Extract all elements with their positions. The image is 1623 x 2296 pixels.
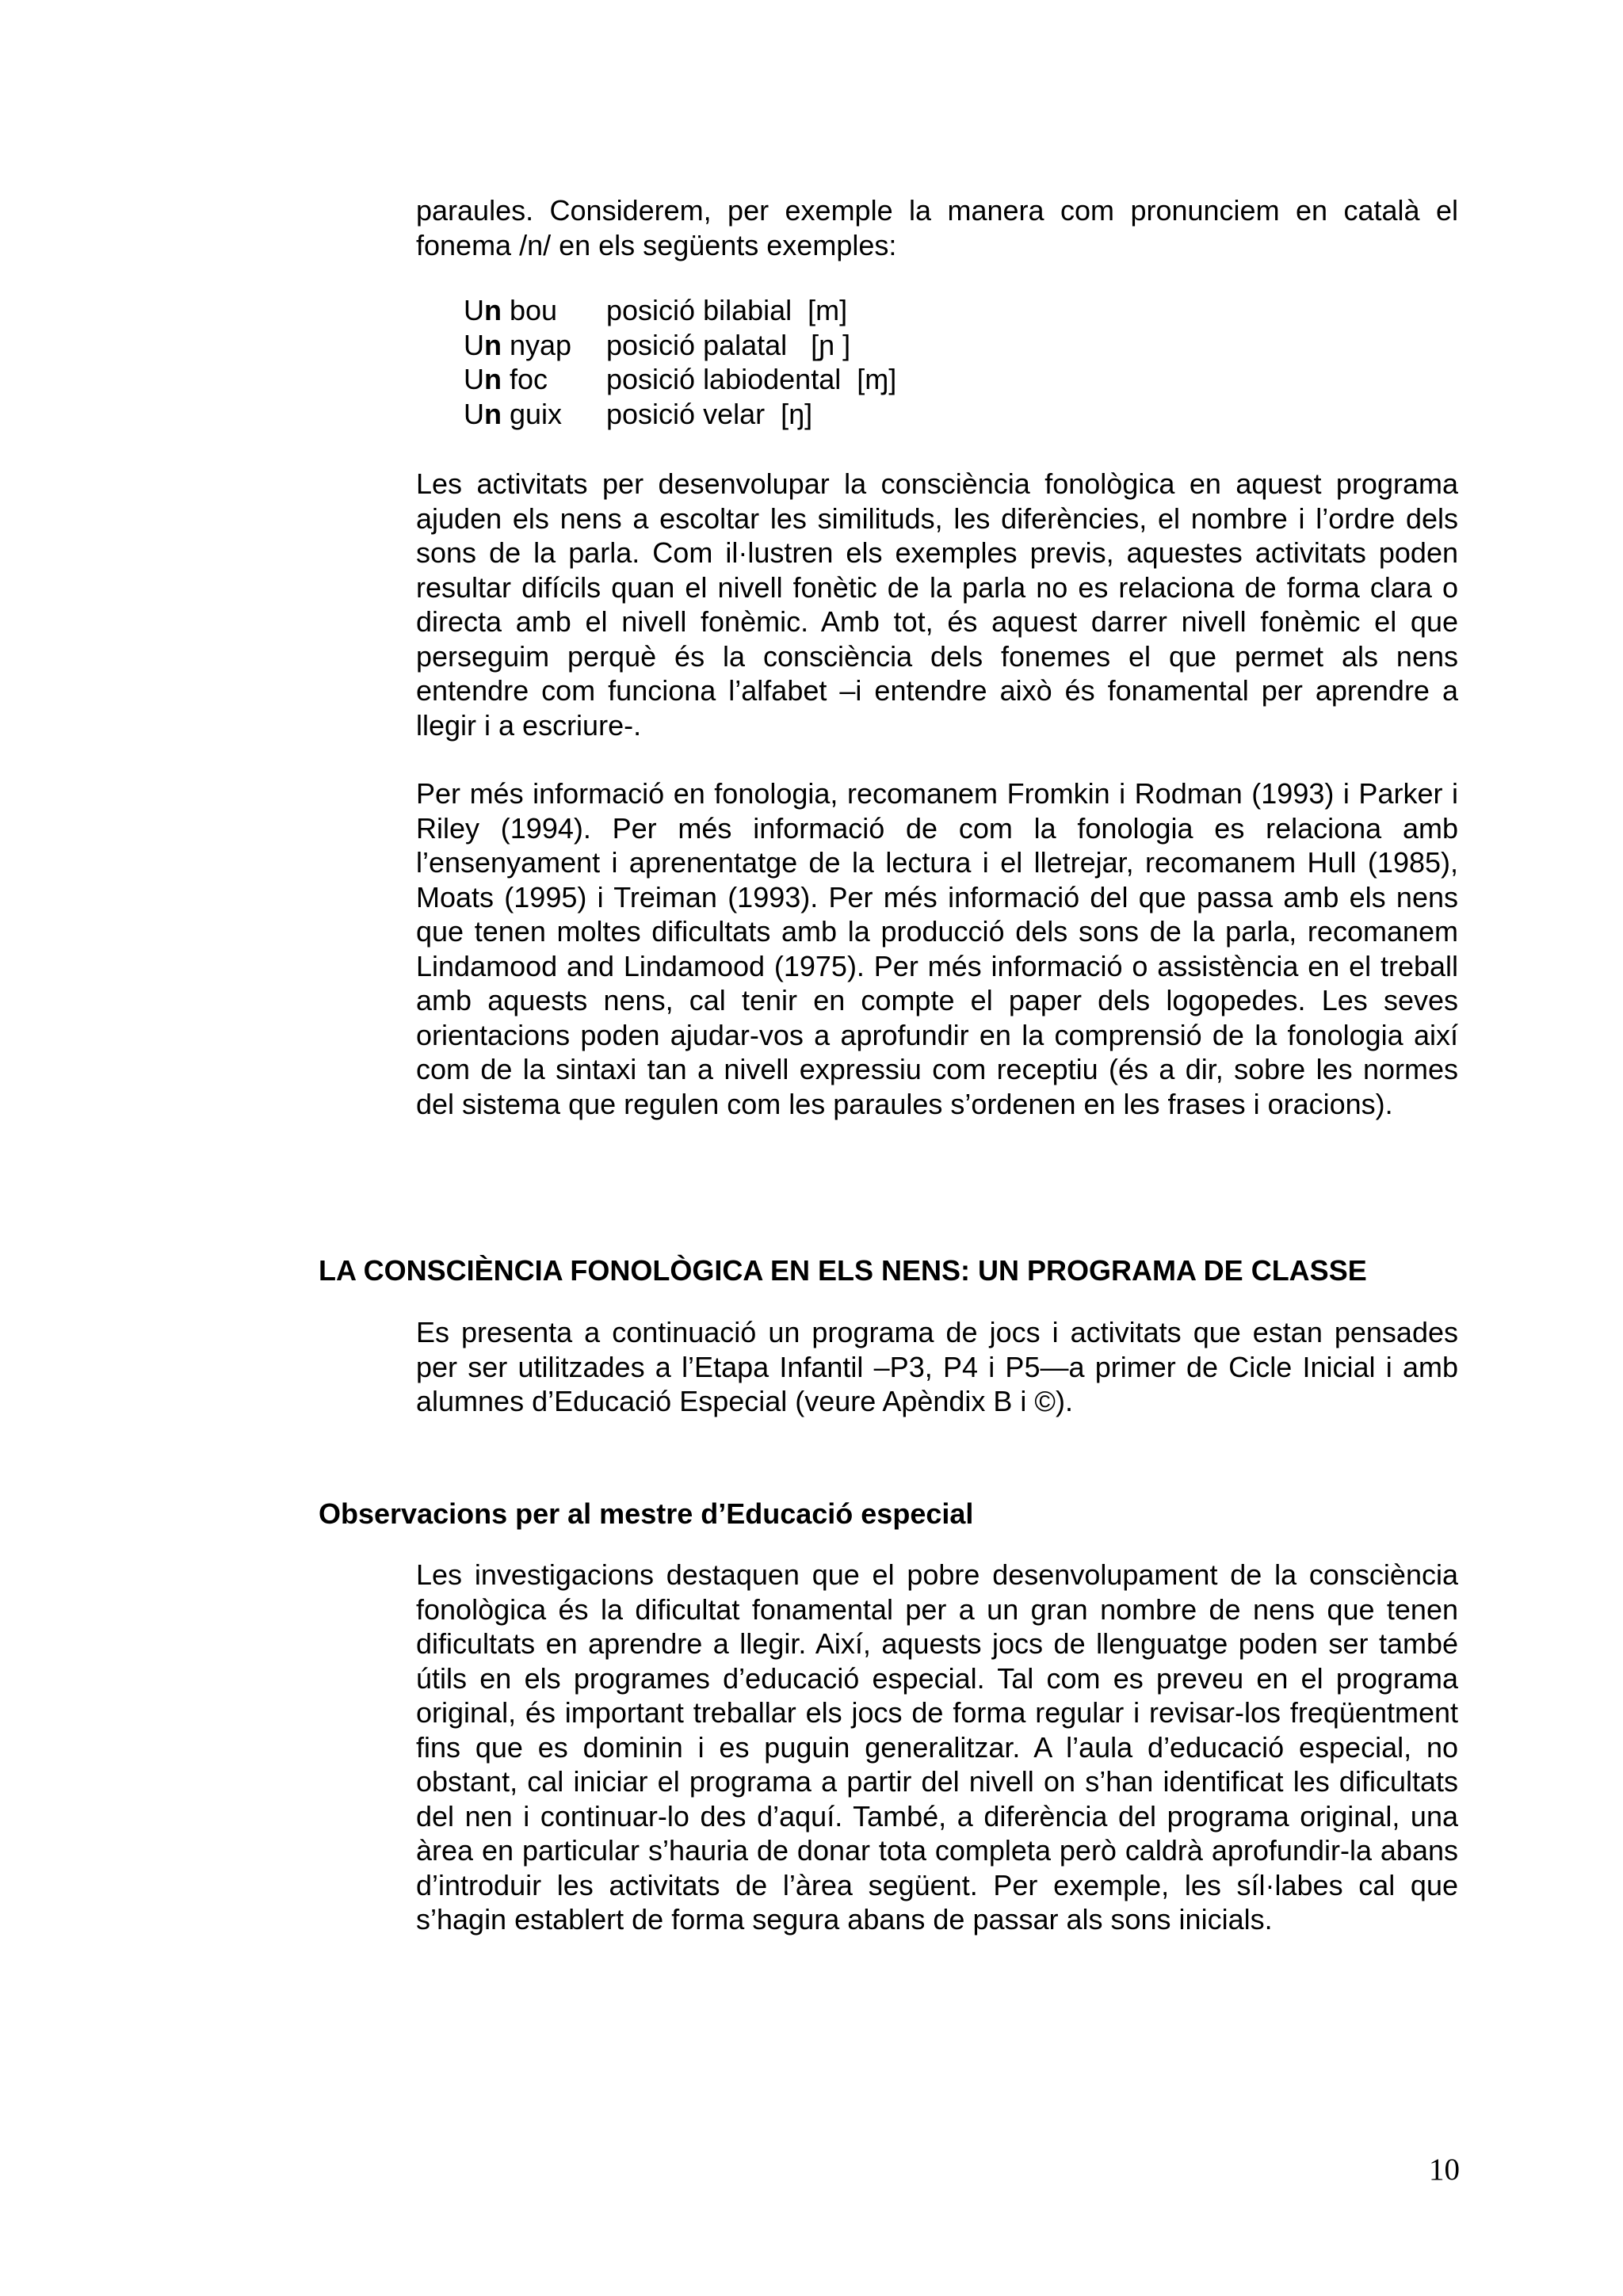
page-number: 10 (1429, 2153, 1460, 2187)
example-description: posició bilabial [m] (606, 294, 848, 326)
program-paragraph: Es presenta a continuació un programa de jocs i activitats que estan pensades per ser utilitzades a l’Etapa Infantil –P3, P4 i P5—a primer de Cicle Inicial i amb alumnes d’Educació Especial (veure Apèndix B i ©). (416, 1316, 1458, 1417)
special-ed-paragraph-block (416, 1558, 1458, 1937)
example-description: posició labiodental [ɱ] (606, 363, 897, 395)
subsection-heading: Observacions per al mestre d’Educació especial (319, 1497, 974, 1530)
example-word: Un guix (464, 397, 563, 430)
example-word: Un nyap (464, 328, 572, 361)
special-ed-paragraph: Les investigacions destaquen que el pobre desenvolupament de la consciència fonològica és la dificultat fonamental per a un gran nombre de nens que tenen dificultats en aprendre a llegir. Així, aquests jocs de llenguatge poden ser també útils en els programes d’educació especial. Tal com es preveu en el programa original, és important treballar els jocs de forma regular i revisar-los freqüentment fins que es dominin i es puguin generalitzar. A l’aula d’educació especial, no obstant, cal iniciar el programa a partir del nivell on s’han identificat les dificultats del nen i continuar-lo des d’aquí. També, a diferència del programa original, una àrea en particular s’hauria de donar tota completa però caldrà aprofundir-la abans d’introduir les activitats de l’àrea següent. Per exemple, les síl·labes cal que s’hagin establert de forma segura abans de passar als sons inicials. (416, 1558, 1458, 1936)
example-word: Un bou (464, 294, 558, 326)
example-row (464, 293, 896, 328)
section-heading: LA CONSCIÈNCIA FONOLÒGICA EN ELS NENS: UN PROGRAMA DE CLASSE (319, 1254, 1367, 1287)
example-description: posició palatal [ɲ ] (606, 328, 851, 361)
example-row (464, 328, 896, 363)
references-paragraph-block (416, 776, 1458, 1121)
example-word: Un foc (464, 363, 548, 395)
example-row (464, 362, 896, 397)
intro-paragraph: paraules. Considerem, per exemple la manera com pronunciem en català el fonema /n/ en els següents exemples: (416, 194, 1458, 261)
program-paragraph-block (416, 1315, 1458, 1419)
activities-paragraph-block (416, 467, 1458, 742)
example-row (464, 397, 896, 432)
activities-paragraph: Les activitats per desenvolupar la consciència fonològica en aquest programa ajuden els nens a escoltar les similituds, les diferències, el nombre i l’ordre dels sons de la parla. Com il·lustren els exemples previs, aquestes activitats poden resultar difícils quan el nivell fonètic de la parla no es relaciona de forma clara o directa amb el nivell fonèmic. Amb tot, és aquest darrer nivell fonèmic el que perseguim perquè és la consciència dels fonemes el que permet als nens entendre com funciona l’alfabet –i entendre això és fonamental per aprendre a llegir i a escriure-. (416, 467, 1458, 742)
references-paragraph: Per més informació en fonologia, recomanem Fromkin i Rodman (1993) i Parker i Riley (1994). Per més informació de com la fonologia es relaciona amb l’ensenyament i aprenentatge de la lectura i el lletrejar, recomanem Hull (1985), Moats (1995) i Treiman (1993). Per més informació del que passa amb els nens que tenen moltes dificultats amb la producció dels sons de la parla, recomanem Lindamood and Lindamood (1975). Per més informació o assistència en el treball amb aquests nens, cal tenir en compte el paper dels logopedes. Les seves orientacions poden ajudar-vos a aprofundir en la comprensió de la fonologia així com de la sintaxi tan a nivell expressiu com receptiu (és a dir, sobre les normes del sistema que regulen com les paraules s’ordenen en les frases i oracions). (416, 777, 1458, 1120)
intro-paragraph-block (416, 193, 1458, 262)
phoneme-examples-list (464, 293, 896, 431)
example-description: posició velar [ŋ] (606, 397, 813, 430)
